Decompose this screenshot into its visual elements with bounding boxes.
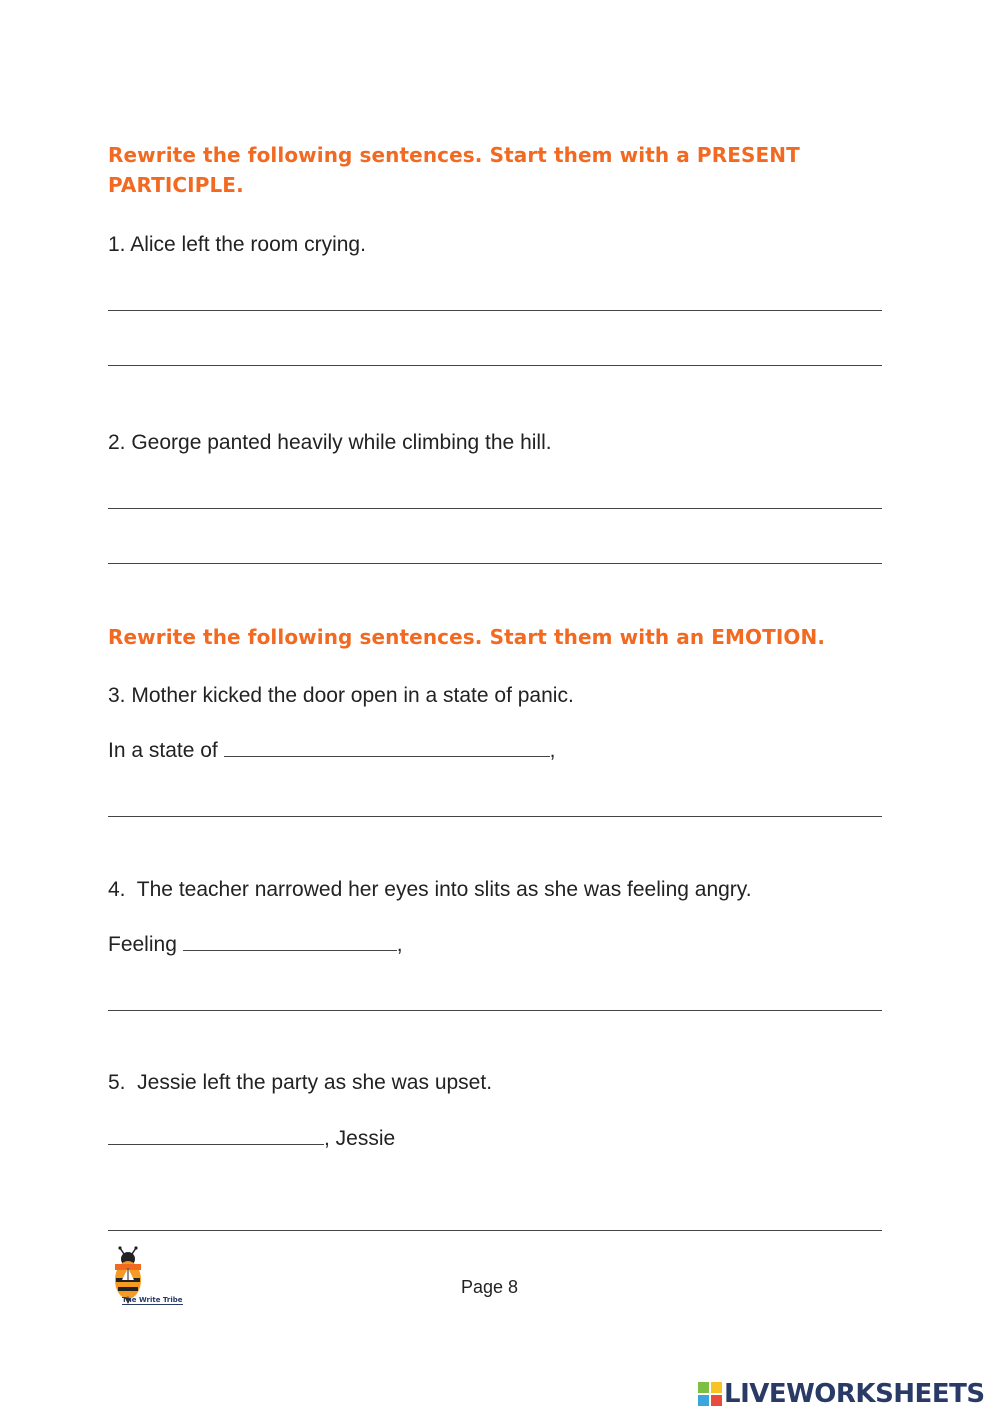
answer-line-2a[interactable]: [108, 508, 882, 509]
section-heading-present-participle: Rewrite the following sentences. Start them with a PRESENT PARTICIPLE.: [108, 143, 800, 197]
write-tribe-logo: [108, 1246, 198, 1308]
fill-blank-4[interactable]: [183, 932, 397, 951]
question-5-prompt: [108, 1126, 395, 1152]
answer-line-3[interactable]: [108, 816, 882, 817]
section-heading-emotion: Rewrite the following sentences. Start them with an EMOTION.: [108, 625, 826, 649]
question-4: 4. The teacher narrowed her eyes into slits as she was feeling angry.: [108, 878, 752, 901]
answer-line-2b[interactable]: [108, 563, 882, 564]
answer-line-4[interactable]: [108, 1010, 882, 1011]
liveworksheets-icon: [698, 1382, 722, 1406]
answer-line-5[interactable]: [108, 1230, 882, 1231]
prompt-comma: ,: [549, 739, 556, 762]
fill-blank-5[interactable]: [108, 1126, 324, 1145]
question-3: 3. Mother kicked the door open in a state of panic.: [108, 684, 574, 707]
prompt-comma: ,: [396, 933, 403, 956]
prompt-text: , Jessie: [324, 1127, 396, 1150]
logo-text: The Write Tribe: [122, 1296, 183, 1304]
question-2: 2. George panted heavily while climbing the hill.: [108, 431, 552, 454]
prompt-text: In a state of: [108, 739, 224, 762]
fill-blank-3[interactable]: [224, 738, 550, 757]
question-4-prompt: [108, 932, 403, 958]
answer-line-1b[interactable]: [108, 365, 882, 366]
page-number: Page 8: [461, 1277, 519, 1297]
question-1: 1. Alice left the room crying.: [108, 233, 366, 256]
brand-name: LIVEWORKSHEETS: [724, 1379, 985, 1409]
question-5: 5. Jessie left the party as she was upset.: [108, 1071, 493, 1094]
question-3-prompt: [108, 738, 555, 764]
liveworksheets-brand[interactable]: [698, 1379, 985, 1409]
prompt-text: Feeling: [108, 933, 183, 956]
answer-line-1a[interactable]: [108, 310, 882, 311]
